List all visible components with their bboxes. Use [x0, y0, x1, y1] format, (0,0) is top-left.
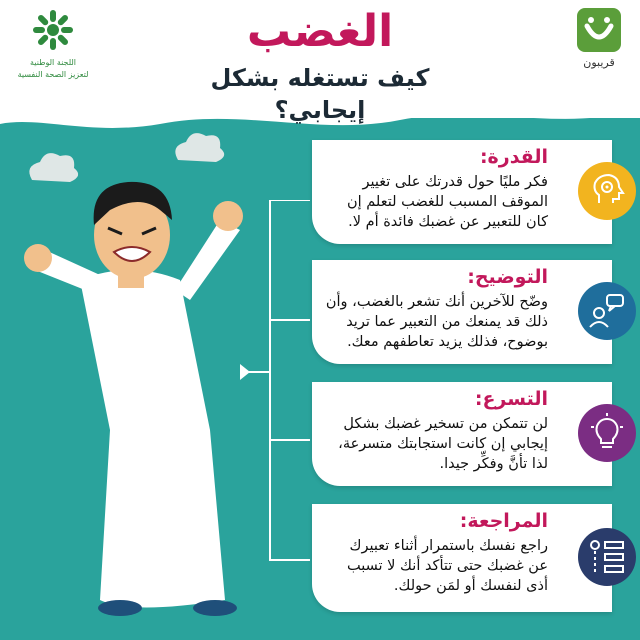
card-line: الموقف المسبب للغضب لتعلم إن — [346, 194, 548, 210]
qariboon-logo-icon — [577, 8, 621, 52]
card-icon-circle — [578, 162, 636, 220]
angry-man-illustration — [10, 130, 250, 630]
card-heading: القدرة: — [479, 146, 548, 168]
card-icon-circle — [578, 404, 636, 462]
lightbulb-icon — [587, 413, 627, 453]
card-line: لن تتمكن من تسخير غضبك بشكل — [343, 416, 548, 432]
card-heading: التوضيح: — [467, 266, 548, 288]
card-line: فكر مليًا حول قدرتك على تغيير — [362, 174, 548, 190]
card-haste — [312, 382, 612, 486]
card-heading: المراجعة: — [459, 510, 548, 532]
connector-lines — [240, 200, 310, 580]
card-line: أذى لنفسك أو لمَن حولك. — [393, 578, 548, 594]
card-line: عن غضبك حتى تتأكد أنك لا تسبب — [346, 558, 548, 574]
card-line: إيجابي إن كانت استجابتك متسرعة، — [338, 436, 548, 452]
card-heading: التسرع: — [474, 388, 548, 410]
gear-head-icon — [587, 171, 627, 211]
qariboon-logo — [572, 8, 626, 69]
card-line: ذلك قد يمنعك من التعبير عما تريد — [346, 314, 548, 330]
card-body — [320, 536, 548, 596]
committee-logo-icon — [31, 8, 75, 52]
card-body — [320, 172, 548, 232]
card-icon-circle — [578, 282, 636, 340]
people-talk-icon — [587, 291, 627, 331]
committee-logo-line2: لتعزيز الصحة النفسية — [17, 70, 89, 79]
card-line: راجع نفسك باستمرار أثناء تعبيرك — [349, 538, 548, 554]
card-body — [320, 414, 548, 474]
card-line: وضّح للآخرين أنك تشعر بالغضب، وأن — [325, 294, 548, 310]
card-clarification — [312, 260, 612, 364]
qariboon-logo-label: قريبون — [583, 56, 615, 69]
card-review — [312, 504, 612, 612]
page-title: الغضب — [246, 6, 394, 57]
page-subtitle: كيف تستغله بشكل إيجابي؟ — [210, 64, 430, 124]
card-body — [320, 292, 548, 352]
card-line: بوضوح، فذلك يزيد تعاطفهم معك. — [347, 334, 548, 350]
card-ability — [312, 140, 612, 244]
card-line: كان للتعبير عن غضبك فائدة أم لا. — [348, 214, 548, 230]
committee-logo — [14, 8, 92, 80]
card-icon-circle — [578, 528, 636, 586]
flow-chart-icon — [587, 537, 627, 577]
card-line: لذا تأنَّ وفكِّر جيدا. — [439, 456, 548, 472]
committee-logo-line1: اللجنة الوطنية — [30, 58, 76, 67]
